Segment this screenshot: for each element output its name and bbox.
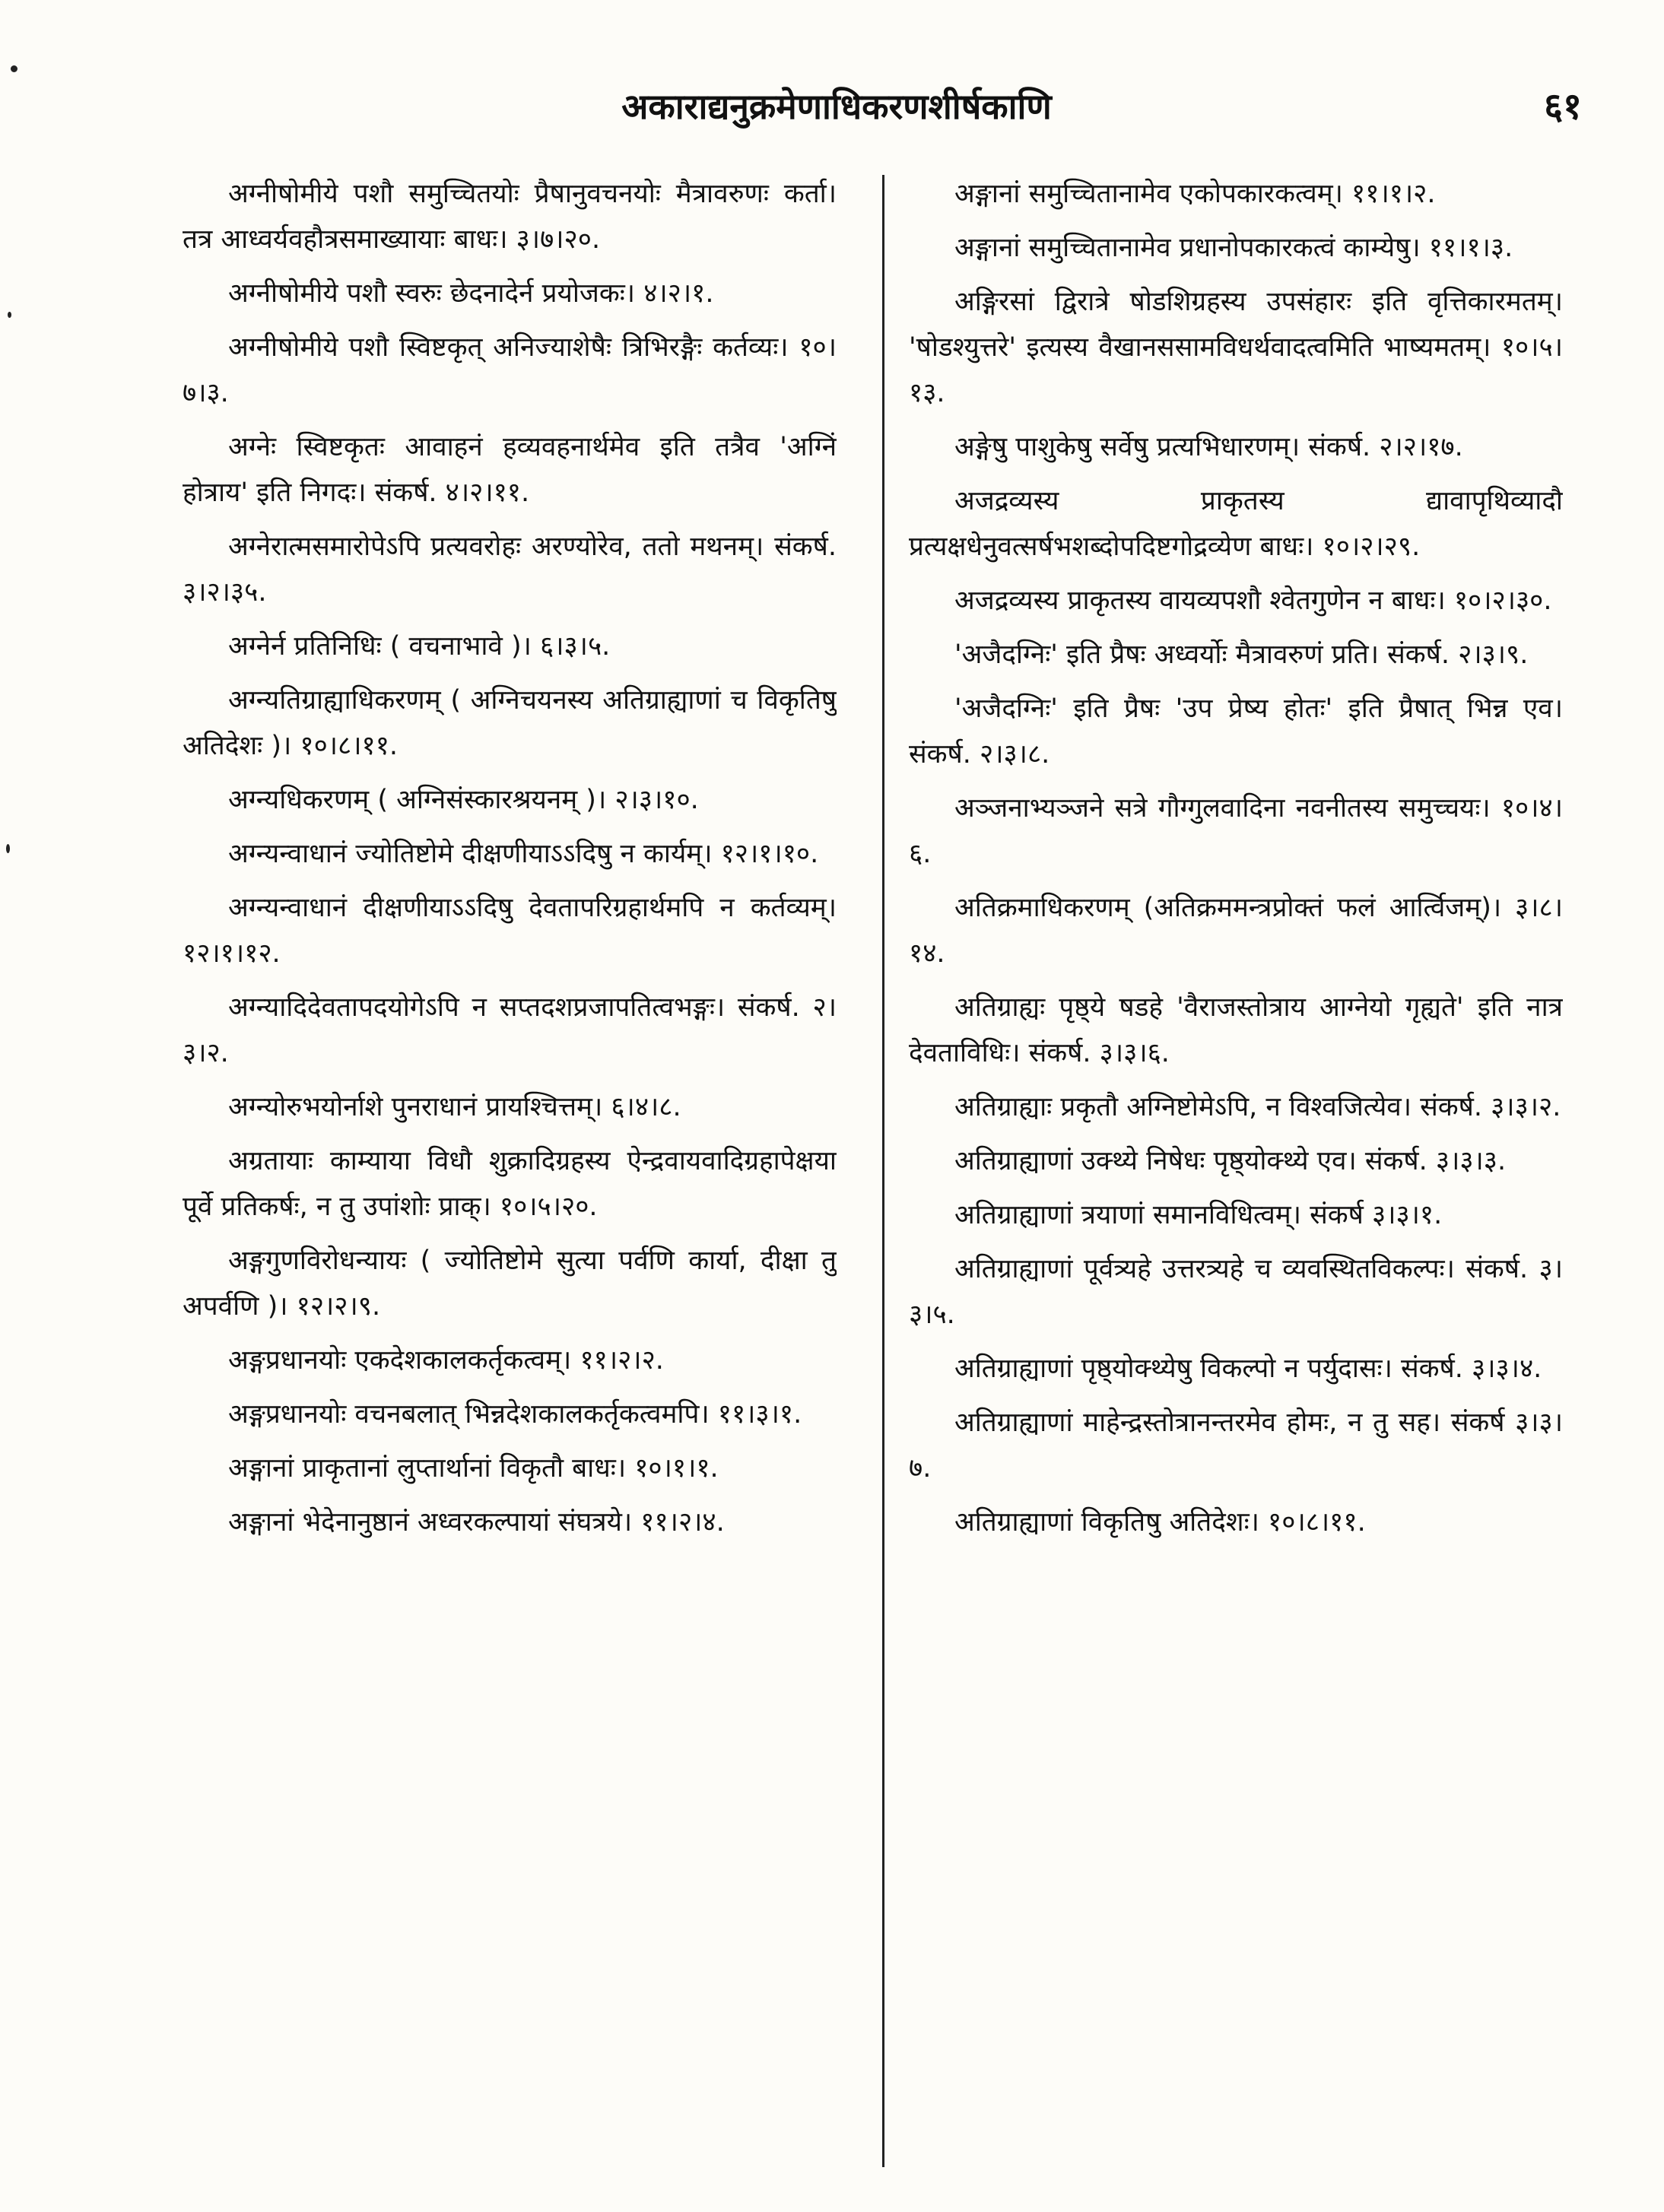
index-entry: अङ्गानां प्राकृतानां लुप्तार्थानां विकृतौ बाधः। १०।१।१. <box>228 1453 719 1484</box>
index-entry: अतिक्रमाधिकरणम् (अतिक्रममन्त्रप्रोक्तं फलं आर्त्विजम्)। ३।८।१४. <box>909 893 1563 969</box>
index-entry: अतिग्राह्याणां पृष्ठ्योक्थ्येषु विकल्पो न पर्युदासः। संकर्ष. ३।३।४. <box>954 1354 1542 1384</box>
left-column <box>183 171 837 2179</box>
page-number: ६१ <box>1544 85 1582 128</box>
index-entry: अङ्गेषु पाशुकेषु सर्वेषु प्रत्यभिधारणम्। संकर्ष. २।२।१७. <box>954 432 1463 462</box>
index-entry: अङ्गानां समुच्चितानामेव प्रधानोपकारकत्वं काम्येषु। ११।१।३. <box>954 233 1513 263</box>
column-divider <box>882 175 884 2167</box>
index-entry: अङ्गप्रधानयोः वचनबलात् भिन्नदेशकालकर्तृकत्वमपि। ११।३।१. <box>228 1399 802 1430</box>
scan-speck <box>11 65 17 72</box>
index-entry: अङ्गानां समुच्चितानामेव एकोपकारकत्वम्। ११।१।२. <box>954 179 1436 209</box>
index-entry: अङ्गप्रधानयोः एकदेशकालकर्तृकत्वम्। ११।२।२. <box>228 1345 664 1376</box>
index-entry: अग्न्योरुभयोर्नाशे पुनराधानं प्रायश्चित्तम्। ६।४।८. <box>228 1092 681 1122</box>
right-column <box>909 171 1563 2179</box>
index-entry: अग्न्यतिग्राह्याधिकरणम् ( अग्निचयनस्य अतिग्राह्याणां च विकृतिषु अतिदेशः )। १०।८।११. <box>183 685 837 761</box>
index-entry: अतिग्राह्यः पृष्ठ्ये षडहे 'वैराजस्तोत्राय आग्नेयो गृह्यते' इति नात्र देवताविधिः। संकर्ष. ३।३।६. <box>909 992 1563 1068</box>
scan-speck <box>6 844 10 853</box>
index-entry: अतिग्राह्याणां उक्थ्ये निषेधः पृष्ठ्योक्थ्ये एव। संकर्ष. ३।३।३. <box>954 1146 1507 1176</box>
index-entry: अतिग्राह्याः प्रकृतौ अग्निष्टोमेऽपि, न विश्वजित्येव। संकर्ष. ३।३।२. <box>954 1092 1561 1122</box>
index-entry: अङ्गिरसां द्विरात्रे षोडशिग्रहस्य उपसंहारः इति वृत्तिकारमतम्। 'षोडश्युत्तरे' इत्यस्य वैखानससामविधर्थवादत्वमिति भाष्यमतम्। १०।५।१३. <box>909 287 1563 408</box>
scan-speck <box>8 312 11 318</box>
index-entry: अग्नीषोमीये पशौ स्विष्टकृत् अनिज्याशेषैः त्रिभिरङ्गैः कर्तव्यः। १०।७।३. <box>183 332 837 408</box>
index-entry: अतिग्राह्याणां माहेन्द्रस्तोत्रानन्तरमेव होमः, न तु सह। संकर्ष ३।३।७. <box>909 1407 1563 1484</box>
index-entry: 'अजैदग्निः' इति प्रैषः 'उप प्रेष्य होतः' इति प्रैषात् भिन्न एव। संकर्ष. २।३।८. <box>909 693 1563 770</box>
index-entry: अतिग्राह्याणां विकृतिषु अतिदेशः। १०।८।११. <box>954 1507 1366 1538</box>
index-entry: 'अजैदग्निः' इति प्रैषः अध्वर्योः मैत्रावरुणं प्रति। संकर्ष. २।३।९. <box>954 639 1529 670</box>
index-entry: अग्न्यन्वाधानं दीक्षणीयाऽऽदिषु देवतापरिग्रहार्थमपि न कर्तव्यम्। १२।१।१२. <box>183 893 837 969</box>
index-entry: अतिग्राह्याणां त्रयाणां समानविधित्वम्। संकर्ष ३।३।१. <box>954 1200 1443 1230</box>
index-entry: अञ्जनाभ्यञ्जने सत्रे गौग्गुलवादिना नवनीतस्य समुच्चयः। १०।४।६. <box>909 793 1563 869</box>
index-entry: अतिग्राह्याणां पूर्वत्र्यहे उत्तरत्र्यहे च व्यवस्थितविकल्पः। संकर्ष. ३।३।५. <box>909 1254 1563 1330</box>
index-entry: अग्नेर्न प्रतिनिधिः ( वचनाभावे )। ६।३।५. <box>228 631 611 662</box>
index-entry: अजद्रव्यस्य प्राकृतस्य द्यावापृथिव्यादौ प्रत्यक्षधेनुवत्सर्षभशब्दोपदिष्टगोद्रव्येण बाधः। १०।२।२९. <box>909 486 1563 562</box>
index-entry: अग्नेरात्मसमारोपेऽपि प्रत्यवरोहः अरण्योरेव, ततो मथनम्। संकर्ष. ३।२।३५. <box>183 532 837 608</box>
index-entry: अङ्गानां भेदेनानुष्ठानं अध्वरकल्पायां संघत्रये। ११।२।४. <box>228 1507 725 1538</box>
index-entry: अग्न्यधिकरणम् ( अग्निसंस्कारश्रयनम् )। २।३।१०. <box>228 785 699 815</box>
index-entry: अङ्गगुणविरोधन्यायः ( ज्योतिष्टोमे सुत्या पर्वणि कार्या, दीक्षा तु अपर्वणि )। १२।२।९. <box>183 1246 837 1322</box>
index-entry: अजद्रव्यस्य प्राकृतस्य वायव्यपशौ श्वेतगुणेन न बाधः। १०।२।३०. <box>954 586 1552 616</box>
index-entry: अग्नेः स्विष्टकृतः आवाहनं हव्यवहनार्थमेव इति तत्रैव 'अग्निं होत्राय' इति निगदः। संकर्ष. ४।२।११. <box>183 432 837 508</box>
index-entry: अग्न्यन्वाधानं ज्योतिष्टोमे दीक्षणीयाऽऽदिषु न कार्यम्। १२।१।१०. <box>228 839 819 869</box>
index-entry: अग्नीषोमीये पशौ समुच्चितयोः प्रैषानुवचनयोः मैत्रावरुणः कर्ता। तत्र आध्वर्यवहौत्रसमाख्यायाः बाधः। ३।७।२०. <box>183 179 837 255</box>
running-header-title: अकाराद्यनुक्रमेणाधिकरणशीर्षकाणि <box>621 86 1052 127</box>
index-entry: अग्नीषोमीये पशौ स्वरुः छेदनादेर्न प्रयोजकः। ४।२।१. <box>228 278 714 309</box>
index-entry: अग्न्यादिदेवतापदयोगेऽपि न सप्तदशप्रजापतित्वभङ्गः। संकर्ष. २।३।२. <box>183 992 837 1068</box>
index-entry: अग्रतायाः काम्याया विधौ शुक्रादिग्रहस्य ऐन्द्रवायवादिग्रहापेक्षया पूर्वे प्रतिकर्षः, न तु उपांशोः प्राक्। १०।५।२०. <box>183 1146 837 1222</box>
